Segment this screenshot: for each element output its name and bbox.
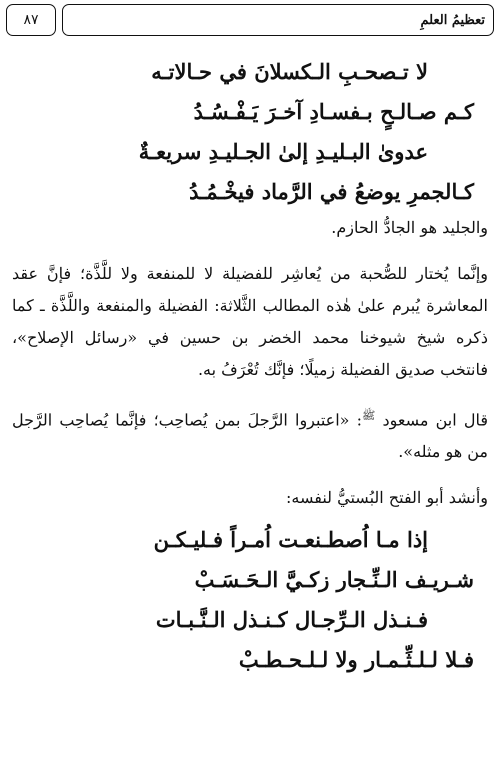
verse-line: عدوىٰ البـليـدِ إلىٰ الجـليـدِ سريعـةٌ (138, 139, 428, 164)
verse-line: فـلا لـلـثِّـمـار ولا لـلـحـطـبْ (238, 647, 474, 673)
verse-line: كـم صـالـحٍ بـفسـادِ آخـرَ يَـفْـسُـدُ (193, 99, 474, 124)
paragraph-definition: والجليد هو الجادُّ الحازم. (331, 218, 488, 237)
running-title: تعظيمُ العلمِ (62, 4, 494, 36)
verse-line: شـريـف الـنِّـجار زكـيَّ الـحَـسَـبْ (194, 567, 474, 593)
page-header (4, 4, 496, 38)
verse-line: لا تـصحـبِ الـكسلانَ في حـالاتـه (151, 59, 428, 84)
page-number: ٨٧ (6, 4, 56, 36)
paragraph-busti-intro: وأنشد أبو الفتح البُستيُّ لنفسه: (286, 488, 488, 508)
paragraph-ibn-masud-quote: : «اعتبروا الرَّجلَ بمن يُصاحِب؛ فإنَّما يُصاحِب الرَّجل من هو مثله». (12, 410, 488, 462)
paragraph-ibn-masud-intro: قال ابن مسعود (382, 410, 489, 430)
paragraph-ibn-masud (12, 400, 488, 468)
paragraph-companionship: وإنَّما يُختار للصُّحبة من يُعاشِر للفضيلة لا للمنفعة ولا للَّذَّة؛ فإنَّ عقد المعاشرة يُبرم علىٰ هٰذه المطالب الثَّلاثة: الفضيلة والمنفعة واللَّذَّة ـ كما ذكره شيخ شيوخنا محمد الخضر بن حسين في «رسائل الإصلاح»، فانتخب صديق الفضيلة زميلًا؛ فإنَّك تُعْرَفُ به. (12, 264, 489, 379)
verse-line: فـنـذل الـرِّجـال كـنـذل الـنَّـبـات (155, 607, 428, 633)
page-body (12, 52, 488, 680)
verse-line: كـالجمرِ يوضعُ في الرَّماد فيخْـمُـدُ (189, 179, 474, 204)
verse-line: إذا مـا اُصطـنعـت اُمـراً فـليـكـن (153, 527, 428, 553)
salutation-seal: ﷺ (362, 409, 376, 422)
